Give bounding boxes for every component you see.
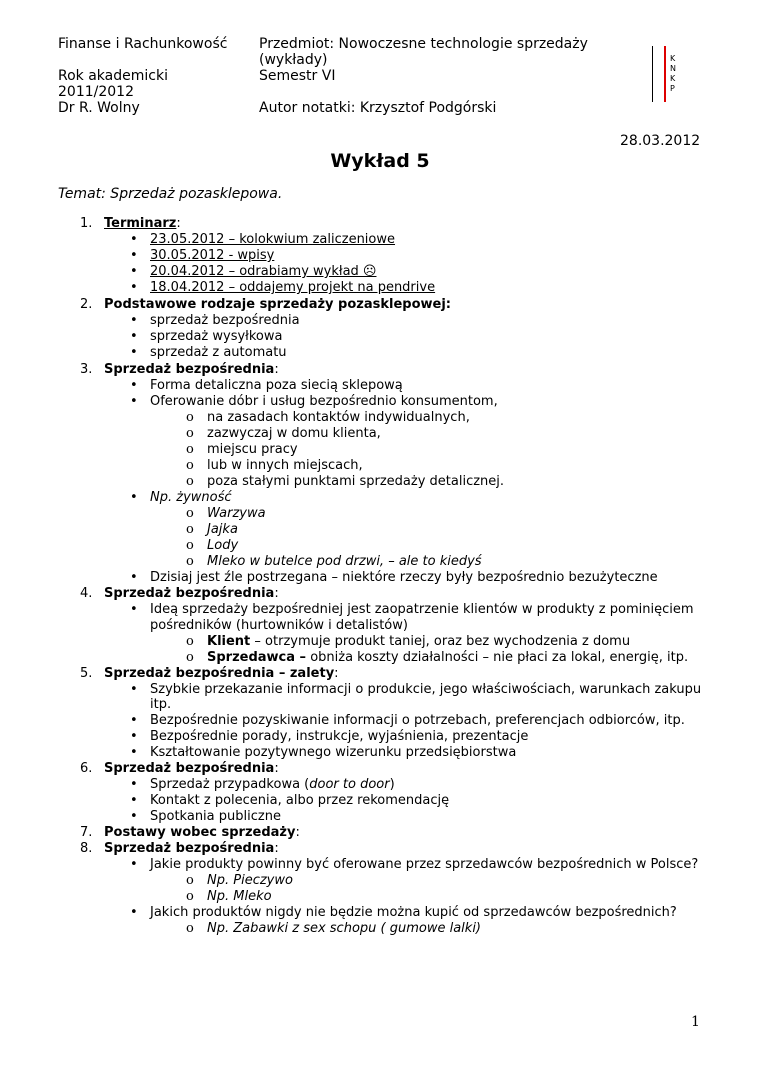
- bullet-marker: •: [130, 248, 138, 263]
- sub-marker: o: [186, 554, 194, 569]
- logo-red-line: [664, 46, 666, 102]
- bullet-marker: •: [130, 264, 138, 279]
- sub-marker: o: [186, 538, 194, 553]
- sub-item: miejscu pracy: [207, 442, 298, 457]
- sub-marker: o: [186, 410, 194, 425]
- sub-item: Klient – otrzymuje produkt taniej, oraz bez wychodzenia z domu: [207, 634, 631, 649]
- section-number: 2.: [80, 297, 93, 312]
- list-item: 30.05.2012 - wpisy: [150, 248, 275, 263]
- sub-marker: o: [186, 650, 194, 665]
- list-item-continuation: itp.: [150, 697, 172, 712]
- sub-item: poza stałymi punktami sprzedaży detalicznej.: [207, 474, 505, 489]
- logo-letter: K: [670, 74, 676, 83]
- knkp-logo: [652, 46, 695, 102]
- section-number: 1.: [80, 216, 93, 231]
- bullet-marker: •: [130, 490, 138, 505]
- bullet-marker: •: [130, 329, 138, 344]
- year-label: Rok akademicki: [58, 68, 168, 84]
- sub-marker: o: [186, 889, 194, 904]
- list-item: sprzedaż wysyłkowa: [150, 329, 283, 344]
- lecture-date: 28.03.2012: [620, 133, 701, 149]
- list-item: sprzedaż z automatu: [150, 345, 287, 360]
- list-item: Spotkania publiczne: [150, 809, 281, 824]
- bullet-marker: •: [130, 570, 138, 585]
- section-heading: Sprzedaż bezpośrednia:: [104, 761, 279, 776]
- list-item-continuation: pośredników (hurtowników i detalistów): [150, 618, 408, 633]
- field-of-study: Finanse i Rachunkowość: [58, 36, 228, 52]
- sub-marker: o: [186, 458, 194, 473]
- sub-item: Np. Pieczywo: [207, 873, 293, 888]
- list-item: Kontakt z polecenia, albo przez rekomendację: [150, 793, 450, 808]
- bullet-marker: •: [130, 777, 138, 792]
- sub-marker: o: [186, 921, 194, 936]
- bullet-marker: •: [130, 232, 138, 247]
- logo-letter: K: [670, 54, 676, 63]
- sub-item: Mleko w butelce pod drzwi, – ale to kiedyś: [207, 554, 482, 569]
- sub-marker: o: [186, 426, 194, 441]
- section-heading: Postawy wobec sprzedaży:: [104, 825, 300, 840]
- list-item: Sprzedaż przypadkowa (door to door): [150, 777, 395, 792]
- sub-item: zazwyczaj w domu klienta,: [207, 426, 381, 441]
- sub-marker: o: [186, 474, 194, 489]
- bullet-marker: •: [130, 857, 138, 872]
- logo-letter: P: [670, 84, 675, 93]
- section-number: 6.: [80, 761, 93, 776]
- section-heading: Sprzedaż bezpośrednia:: [104, 586, 279, 601]
- list-item: 23.05.2012 – kolokwium zaliczeniowe: [150, 232, 396, 247]
- list-item: Jakich produktów nigdy nie będzie można kupić od sprzedawców bezpośrednich?: [150, 905, 677, 920]
- bullet-marker: •: [130, 713, 138, 728]
- note-author: Autor notatki: Krzysztof Podgórski: [259, 100, 497, 116]
- sub-marker: o: [186, 442, 194, 457]
- list-item: Forma detaliczna poza siecią sklepową: [150, 378, 403, 393]
- topic: Temat: Sprzedaż pozasklepowa.: [58, 186, 283, 202]
- sub-item: Np. Mleko: [207, 889, 272, 904]
- list-item: Bezpośrednie pozyskiwanie informacji o potrzebach, preferencjach odbiorców, itp.: [150, 713, 685, 728]
- year-value: 2011/2012: [58, 84, 134, 100]
- bullet-marker: •: [130, 729, 138, 744]
- list-item: Oferowanie dóbr i usług bezpośrednio konsumentom,: [150, 394, 498, 409]
- subject-line2: (wykłady): [259, 52, 328, 68]
- list-item: Szybkie przekazanie informacji o produkcie, jego właściwościach, warunkach zakupu: [150, 682, 702, 697]
- section-number: 4.: [80, 586, 93, 601]
- sub-item: Lody: [207, 538, 239, 553]
- section-number: 5.: [80, 666, 93, 681]
- list-item: Dzisiaj jest źle postrzegana – niektóre rzeczy były bezpośrednio bezużyteczne: [150, 570, 658, 585]
- section-heading: Terminarz:: [104, 216, 181, 231]
- bullet-marker: •: [130, 793, 138, 808]
- bullet-marker: •: [130, 745, 138, 760]
- list-item: Ideą sprzedaży bezpośredniej jest zaopatrzenie klientów w produkty z pominięciem: [150, 602, 694, 617]
- bullet-marker: •: [130, 345, 138, 360]
- sub-marker: o: [186, 634, 194, 649]
- logo-letter: N: [670, 64, 676, 73]
- section-heading: Sprzedaż bezpośrednia:: [104, 362, 279, 377]
- sub-marker: o: [186, 522, 194, 537]
- list-item: Kształtowanie pozytywnego wizerunku przedsiębiorstwa: [150, 745, 517, 760]
- bullet-marker: •: [130, 280, 138, 295]
- section-number: 3.: [80, 362, 93, 377]
- semester: Semestr VI: [259, 68, 336, 84]
- sub-item: Jajka: [207, 522, 238, 537]
- list-item: 18.04.2012 – oddajemy projekt na pendrive: [150, 280, 436, 295]
- list-item: 20.04.2012 – odrabiamy wykład ☹: [150, 264, 377, 279]
- section-heading: Sprzedaż bezpośrednia – zalety:: [104, 666, 339, 681]
- bullet-marker: •: [130, 602, 138, 617]
- list-item: Np. żywność: [150, 490, 232, 505]
- section-heading: Sprzedaż bezpośrednia:: [104, 841, 279, 856]
- section-heading: Podstawowe rodzaje sprzedaży pozasklepowej:: [104, 297, 452, 312]
- section-number: 7.: [80, 825, 93, 840]
- list-item: Jakie produkty powinny być oferowane przez sprzedawców bezpośrednich w Polsce?: [150, 857, 699, 872]
- sub-item: Warzywa: [207, 506, 266, 521]
- bullet-marker: •: [130, 394, 138, 409]
- sub-item: lub w innych miejscach,: [207, 458, 363, 473]
- list-item: Bezpośrednie porady, instrukcje, wyjaśnienia, prezentacje: [150, 729, 529, 744]
- lecturer: Dr R. Wolny: [58, 100, 140, 116]
- section-number: 8.: [80, 841, 93, 856]
- page-title: Wykład 5: [330, 150, 430, 172]
- sub-marker: o: [186, 506, 194, 521]
- sub-item: Np. Zabawki z sex schopu ( gumowe lalki): [207, 921, 482, 936]
- bullet-marker: •: [130, 378, 138, 393]
- list-item: sprzedaż bezpośrednia: [150, 313, 300, 328]
- sub-marker: o: [186, 873, 194, 888]
- bullet-marker: •: [130, 809, 138, 824]
- bullet-marker: •: [130, 682, 138, 697]
- sub-item: Sprzedawca – obniża koszty działalności – nie płaci za lokal, energię, itp.: [207, 650, 689, 665]
- sub-item: na zasadach kontaktów indywidualnych,: [207, 410, 470, 425]
- bullet-marker: •: [130, 313, 138, 328]
- page-number: 1: [691, 1014, 700, 1030]
- subject-line1: Przedmiot: Nowoczesne technologie sprzedaży: [259, 36, 588, 52]
- bullet-marker: •: [130, 905, 138, 920]
